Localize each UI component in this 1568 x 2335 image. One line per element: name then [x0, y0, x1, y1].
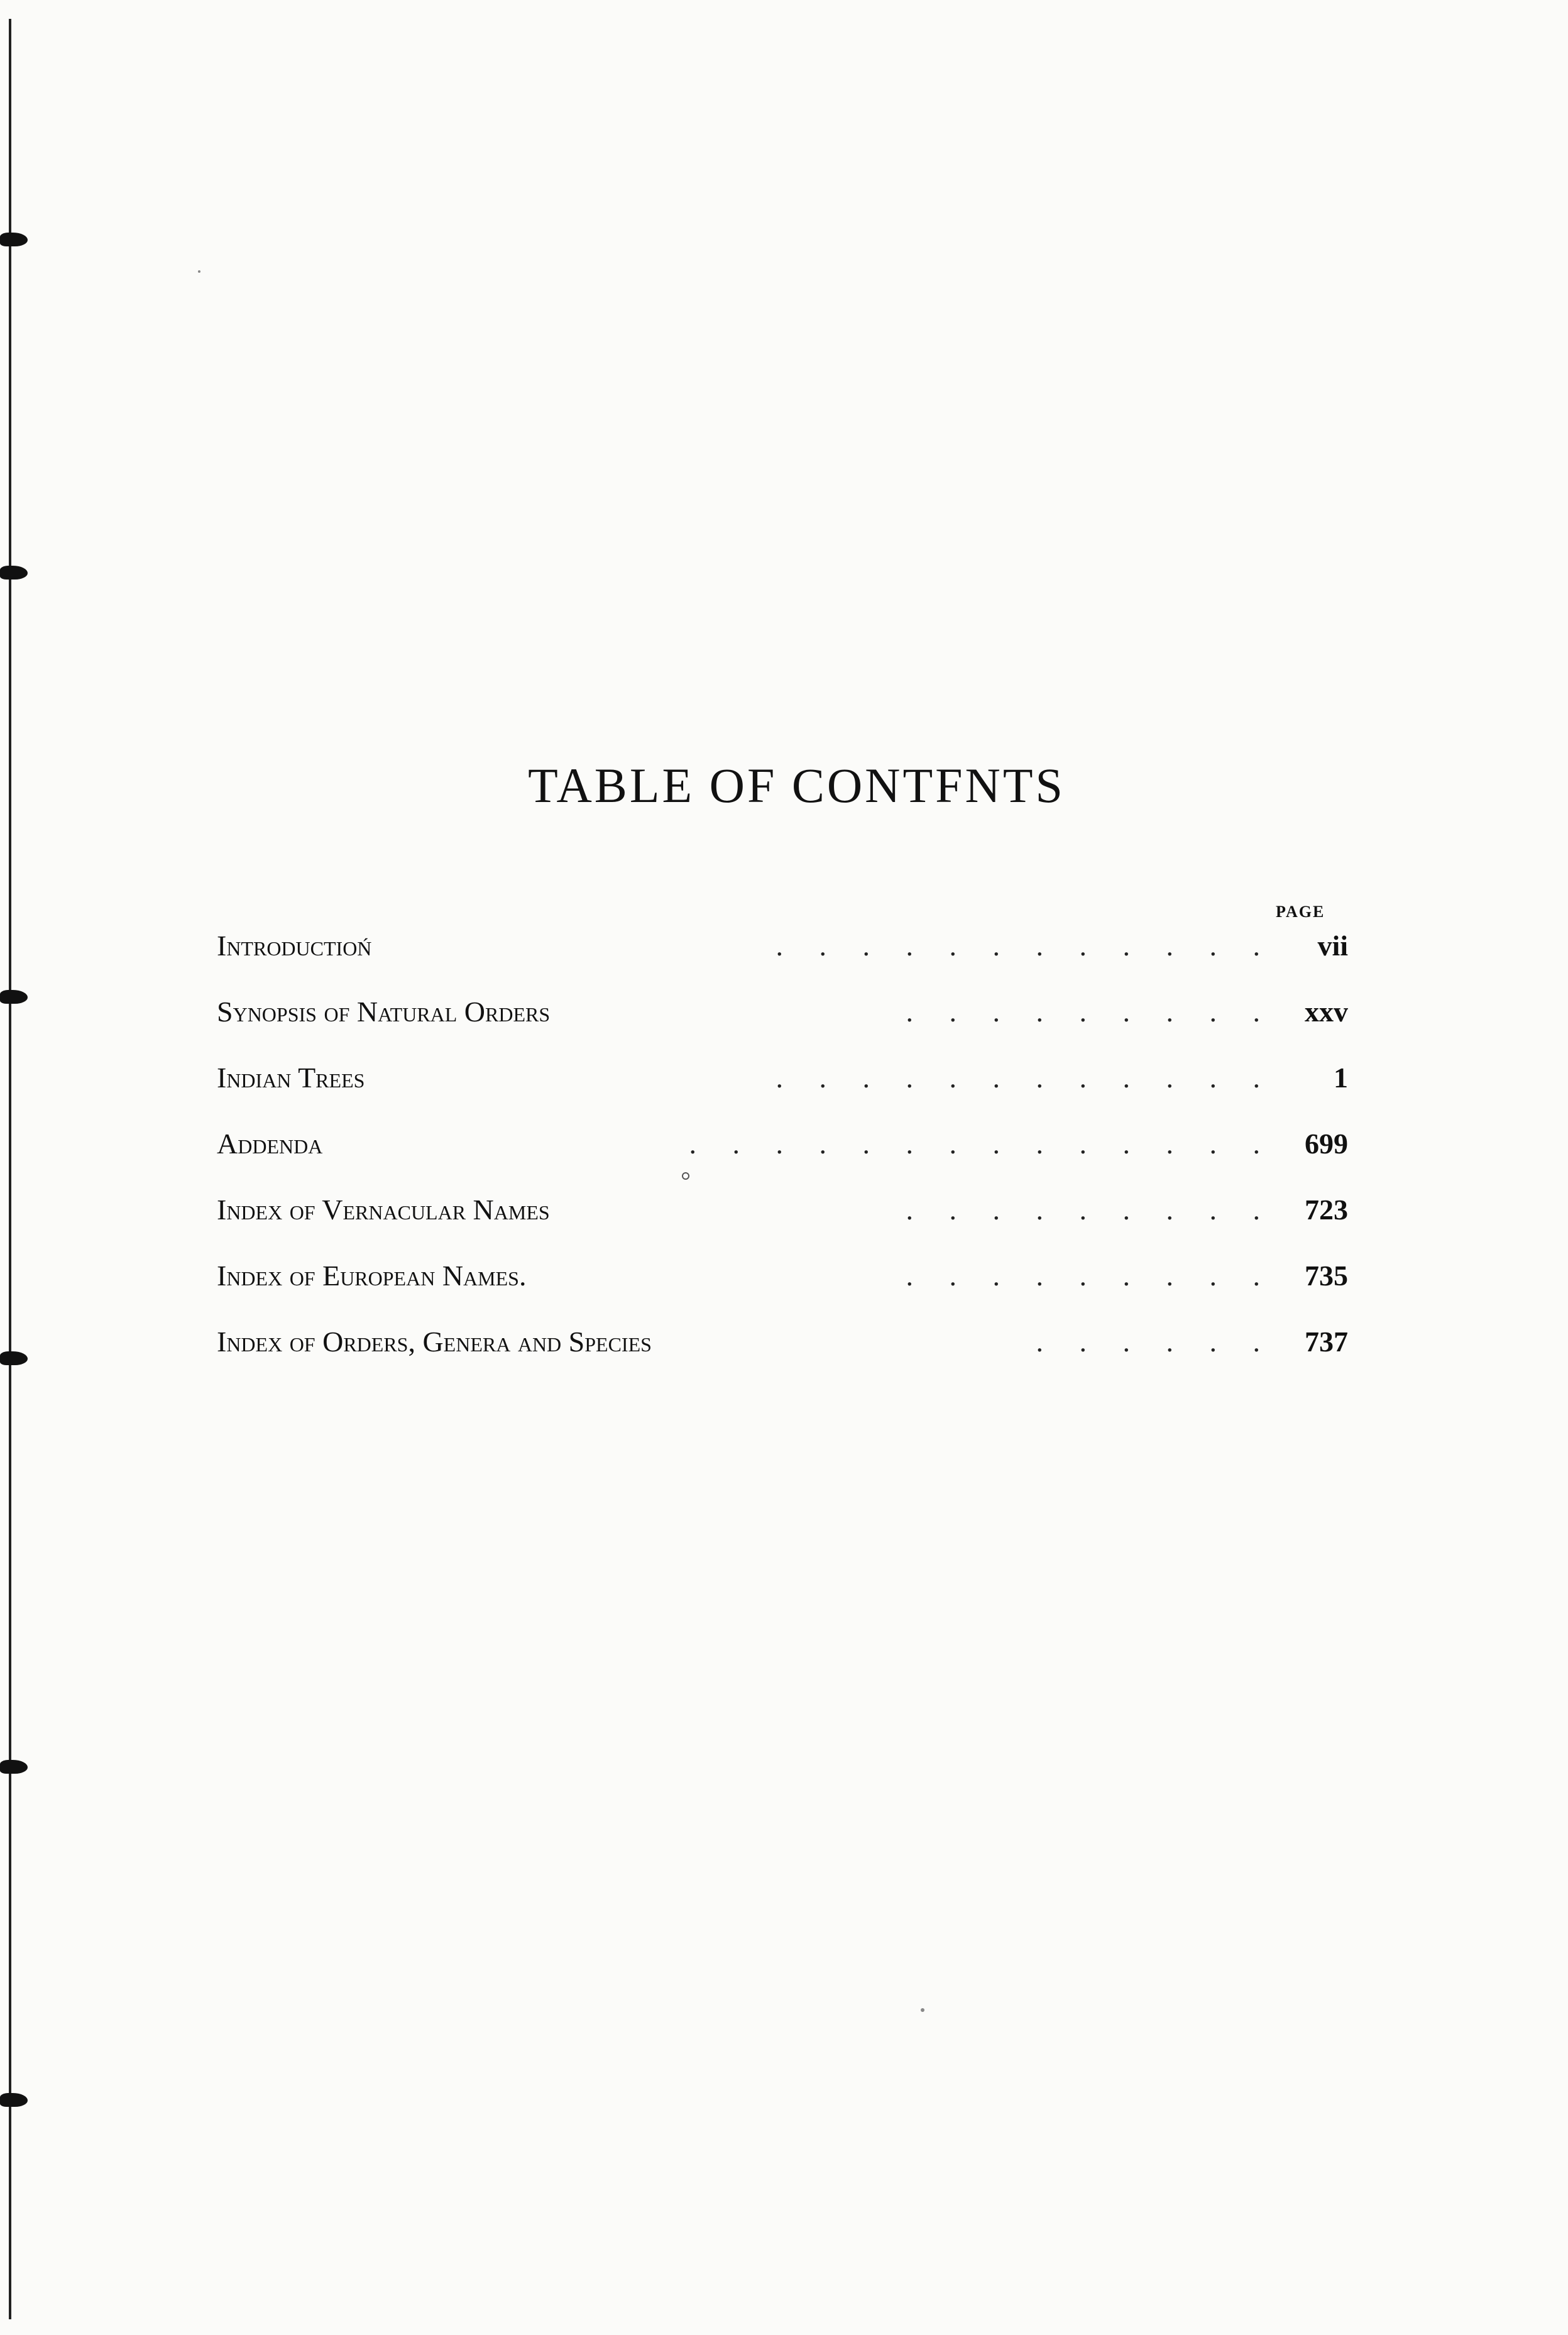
table-of-contents	[217, 927, 1348, 1389]
toc-entry	[217, 927, 1348, 993]
toc-entry-page: 735	[1305, 1260, 1348, 1292]
dot-leader: . . . . . . . . .	[906, 1194, 1260, 1226]
toc-entry-page: 737	[1305, 1326, 1348, 1358]
dot-leader: . . . . . . . . .	[906, 996, 1260, 1028]
page-title: TABLE OF CONTFNTS	[528, 758, 1065, 813]
binding-stitch	[0, 1351, 28, 1365]
toc-entry-label: Synopsis of Natural Orders	[217, 996, 551, 1028]
toc-entry-page: 1	[1334, 1062, 1348, 1094]
dot-leader: . . . . . . . . . . . .	[776, 1062, 1260, 1094]
toc-entry-label: Indian Trees	[217, 1062, 365, 1094]
binding-stitch	[0, 1760, 28, 1774]
dot-leader: . . . . . . . . . . . . . .	[689, 1128, 1260, 1160]
toc-entry	[217, 1191, 1348, 1257]
toc-entry-label: Index of European Names.	[217, 1260, 527, 1292]
toc-entry-label: Index of Vernacular Names	[217, 1194, 550, 1226]
toc-entry	[217, 1125, 1348, 1191]
binding-stitch	[0, 2093, 28, 2107]
paper-speck	[198, 270, 200, 273]
paper-speck	[921, 2008, 924, 2012]
toc-entry-page: 723	[1305, 1194, 1348, 1226]
dot-leader: . . . . . .	[1036, 1326, 1260, 1358]
binding-stitch	[0, 233, 28, 246]
binding-stitch	[0, 990, 28, 1004]
binding-edge	[9, 19, 11, 2319]
dot-leader: . . . . . . . . .	[906, 1260, 1260, 1292]
toc-entry-page: vii	[1317, 930, 1348, 962]
toc-entry	[217, 1257, 1348, 1323]
toc-entry-page: 699	[1305, 1128, 1348, 1160]
toc-entry-label: Index of Orders, Genera and Species	[217, 1326, 652, 1358]
toc-entry-label: Introductioń	[217, 930, 372, 962]
toc-entry	[217, 1059, 1348, 1125]
binding-stitch	[0, 566, 28, 580]
paper-speck	[682, 1172, 689, 1180]
toc-entry	[217, 1323, 1348, 1389]
toc-entry	[217, 993, 1348, 1059]
toc-entry-page: xxv	[1305, 996, 1348, 1028]
page-column-label: PAGE	[1276, 903, 1325, 921]
toc-entry-label: Addenda	[217, 1128, 323, 1160]
dot-leader: . . . . . . . . . . . .	[776, 930, 1260, 962]
